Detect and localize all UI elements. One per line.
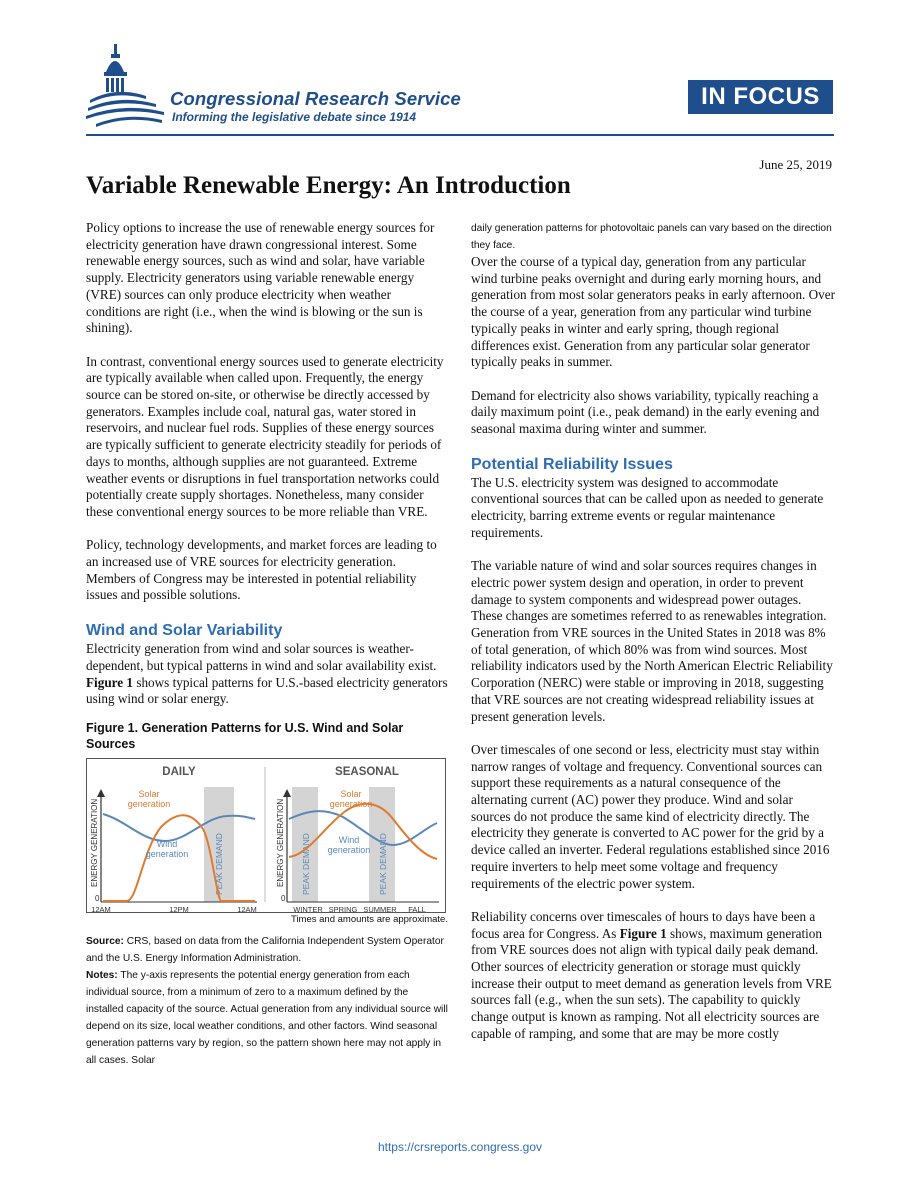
figure-notes: Notes: The y-axis represents the potential energy generation from each individual source, from a minimum of zero to a maximum defined by the installed capacity of the source. Actual generation from any individual source will depend on its size, local weather conditions, and other factors. Wind seasonal generation patterns vary by region, so the pattern shown here may not apply in all cases. Solar [86,969,448,1066]
section-heading: Wind and Solar Variability [86,622,283,640]
notes-continued: daily generation patterns for photovoltaic panels can vary based on the direction they face. [471,223,832,251]
paragraph: Policy options to increase the use of renewable energy sources for electricity generation have drawn congressional interest. Some renewable energy sources, such as wind and solar, have variable supply. Electricity generators using variable renewable energy (VRE) sources can only produce electricity when weather conditions are right (i.e., when the wind is blowing or the sun is shining). [86,220,435,336]
seasonal-zero: 0 [281,893,286,903]
seasonal-solar-label: Solar generation [329,788,373,809]
seasonal-peak-label-summer: PEAK DEMAND [378,833,388,895]
seasonal-tick-1: SPRING [328,904,358,914]
paragraph: Electricity generation from wind and solar sources is weather-dependent, but typical patterns in wind and solar availability exist. Figure 1 shows typical patterns for U.S.-based electricity generators using wind or solar energy. [86,641,448,707]
org-tagline: Informing the legislative debate since 1914 [172,110,417,124]
seasonal-peak-label-winter: PEAK DEMAND [301,833,311,895]
header-rule [86,134,834,136]
daily-solar-label: Solar generation [127,788,171,809]
page-title: Variable Renewable Energy: An Introduction [86,172,571,199]
daily-wind-label: Wind generation [145,838,189,859]
figure-diagram [87,759,447,914]
in-focus-badge: IN FOCUS [688,80,833,114]
crs-capitol-logo [86,42,166,130]
footer-link[interactable]: https://crsreports.congress.gov [377,1140,543,1154]
seasonal-tick-0: WINTER [293,904,323,914]
daily-title: DAILY [162,765,196,778]
daily-zero: 0 [95,893,100,903]
paragraph: In contrast, conventional energy sources used to generate electricity are typically available when called upon. Frequently, the energy source can be stored on-site, or otherwise be directly accessed by generators. Examples include coal, natural gas, water stored in reservoirs, and nuclear fuel rods. Supplies of these energy sources are typically sufficient to generate electricity steadily for periods of days to months, although supplies are not guaranteed. Extreme weather events or disruptions in fuel transportation networks could potentially create supply shortages. Nonetheless, many consider these conventional energy sources to be more reliable than VRE. [86,353,444,519]
paragraph: Over timescales of one second or less, electricity must stay within narrow ranges of voltage and frequency. Conventional sources can support these requirements as a natural consequence of the alternating current (AC) power they produce. Wind and solar sources do not produce the same kind of electricity directly. The electricity they generate is converted to AC power for the grid by a device called an inverter. Federal regulations established since 2016 require inverters to help meet some voltage and frequency requirements of the electric power system. [471,741,830,891]
figure-reference: Figure 1 [619,925,667,941]
paragraph: Over the course of a typical day, generation from any particular wind turbine peaks overnight and during early morning hours, and generation from most solar generators peaks in early afternoon. Over the course of a year, generation from any particular wind turbine typically peaks in winter and early spring, though regional differences exist. Generation from any particular solar generator typically peaks in summer. [471,254,835,370]
daily-tick-0: 12AM [91,904,111,914]
left-column [86,220,448,1069]
figure-source: Source: CRS, based on data from the California Independent System Operator and the U.S. Energy Information Administration. [86,935,444,964]
paragraph: Reliability concerns over timescales of hours to days have been a focus area for Congress. As Figure 1 shows, maximum generation from VRE sources does not align with typical daily peak demand. Other sources of electricity generation or storage must quickly increase their output to meet demand as generation levels from VRE sources fall (e.g., when the sun sets). The capability to quickly change output is known as ramping. Not all electricity sources are capable of ramping, and some that are may be more costly [471,908,832,1041]
paragraph: Demand for electricity also shows variability, typically reaching a daily maximum point (i.e., peak demand) in the early evening and seasonal maxima during winter and summer. [471,387,820,437]
daily-y-label: ENERGY GENERATION [90,798,99,887]
seasonal-y-arrow [283,789,291,797]
seasonal-tick-3: FALL [408,904,426,914]
paragraph: Policy, technology developments, and market forces are leading to an increased use of VRE sources for electricity generation. Members of Congress may be interested in potential reliability issues and possible solutions. [86,537,437,603]
paragraph: The variable nature of wind and solar sources requires changes in electric power system design and operation, in order to prevent damage to system components and widespread power outages. These changes are sometimes referred to as renewables integration. Generation from VRE sources in the United States in 2018 was 8% of total generation, of which 80% was from wind sources. Most reliability indicators used by the North American Electric Reliability Corporation (NERC) were stable or improving in 2018, suggesting that VRE sources are not creating widespread reliability issues at present generation levels. [471,558,833,724]
figure-caption: Times and amounts are approximate. [290,913,448,925]
seasonal-y-label: ENERGY GENERATION [276,798,285,887]
org-name: Congressional Research Service [170,88,461,109]
seasonal-tick-2: SUMMER [363,904,397,914]
daily-tick-2: 12AM [237,904,257,914]
daily-tick-1: 12PM [169,904,189,914]
paragraph: The U.S. electricity system was designed to accommodate conventional sources that can be called upon as needed to generate electricity, barring extreme events or regular maintenance requirements. [471,474,824,540]
generation-patterns-figure [86,758,446,913]
seasonal-title: SEASONAL [335,765,399,778]
daily-peak-label: PEAK DEMAND [214,833,224,895]
figure-title: Figure 1. Generation Patterns for U.S. Wind and Solar Sources [86,720,404,751]
figure-reference: Figure 1 [86,674,134,690]
right-column [471,220,835,1059]
daily-y-arrow [97,789,105,797]
seasonal-wind-label: Wind generation [327,834,371,855]
publication-date: June 25, 2019 [759,157,832,172]
section-heading: Potential Reliability Issues [471,455,673,473]
